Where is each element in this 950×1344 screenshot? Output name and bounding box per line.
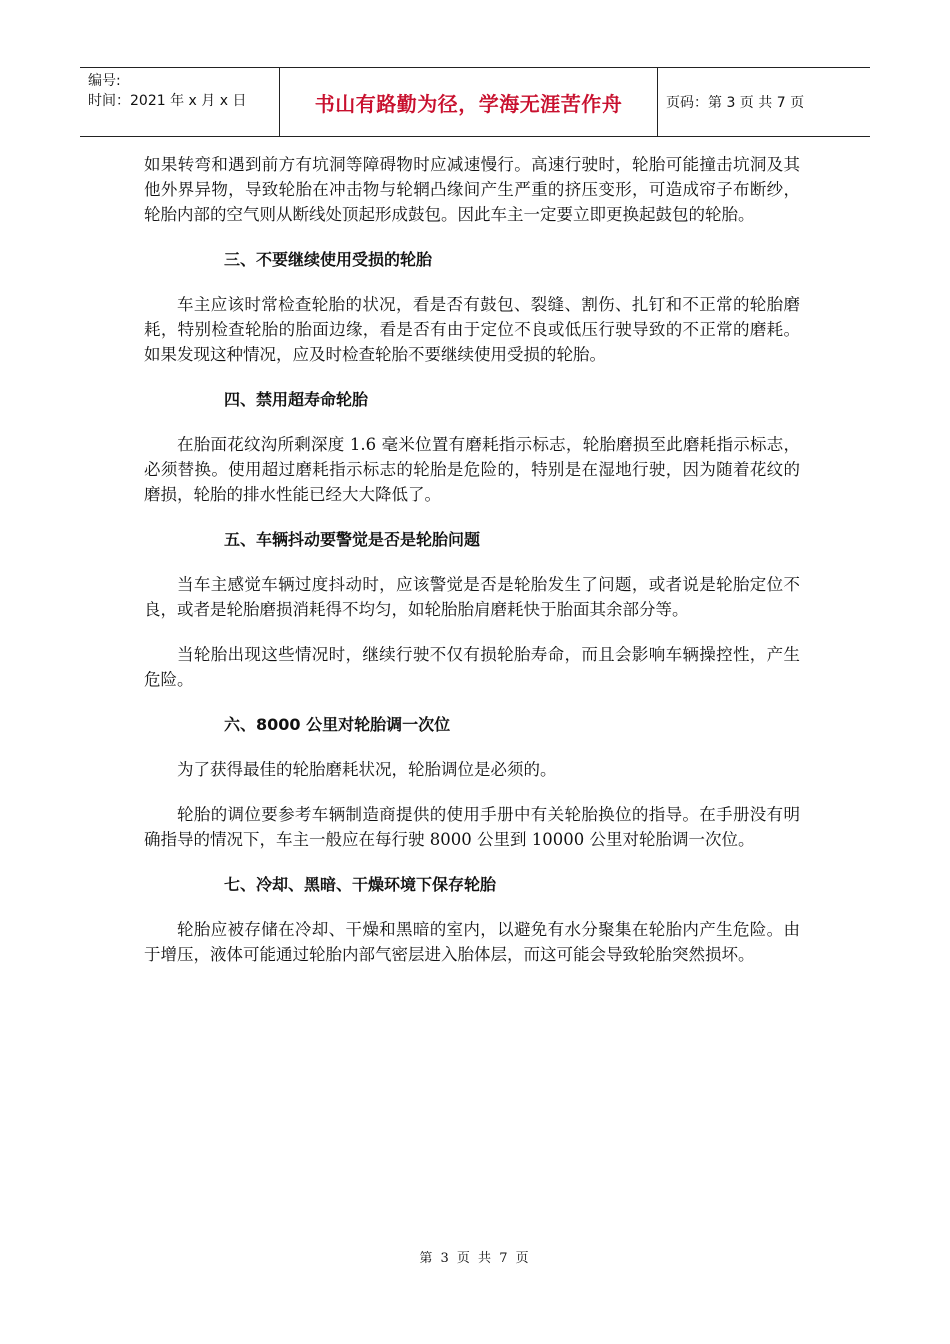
- section-heading: 五、车辆抖动要警觉是否是轮胎问题: [224, 530, 481, 549]
- body-paragraph: 车主应该时常检查轮胎的状况，看是否有鼓包、裂缝、割伤、扎钉和不正常的轮胎磨耗，特别检查轮胎的胎面边缘，看是否有由于定位不良或低压行驶导致的不正常的磨耗。如果发现这种情况，应及时检查轮胎不要继续使用受损的轮胎。: [144, 295, 800, 364]
- header-meta: [80, 68, 280, 136]
- body-paragraph: 轮胎应被存储在冷却、干燥和黑暗的室内，以避免有水分聚集在轮胎内产生危险。由于增压，液体可能通过轮胎内部气密层进入胎体层，而这可能会导致轮胎突然损坏。: [144, 920, 800, 964]
- document-time-label: 时间：2021 年 x 月 x 日: [88, 93, 247, 109]
- body-paragraph: 轮胎的调位要参考车辆制造商提供的使用手册中有关轮胎换位的指导。在手册没有明确指导的情况下，车主一般应在每行驶 8000 公里到 10000 公里对轮胎调一次位。: [144, 805, 800, 849]
- section-heading: 六、8000 公里对轮胎调一次位: [224, 715, 451, 734]
- document-body: [144, 152, 800, 987]
- body-paragraph: 在胎面花纹沟所剩深度 1.6 毫米位置有磨耗指示标志，轮胎磨损至此磨耗指示标志，必须替换。使用超过磨耗指示标志的轮胎是危险的，特别是在湿地行驶，因为随着花纹的磨损，轮胎的排水性能已经大大降低了。: [144, 435, 800, 504]
- page-footer: 第 3 页 共 7 页: [419, 1251, 531, 1266]
- section-heading: 七、冷却、黑暗、干燥环境下保存轮胎: [224, 875, 497, 894]
- body-paragraph: 当车主感觉车辆过度抖动时，应该警觉是否是轮胎发生了问题，或者说是轮胎定位不良，或者是轮胎磨损消耗得不均匀，如轮胎胎肩磨耗快于胎面其余部分等。: [144, 575, 800, 619]
- page-header: [80, 67, 870, 137]
- header-motto: 书山有路勤为径，学海无涯苦作舟: [280, 68, 658, 136]
- body-paragraph: 为了获得最佳的轮胎磨耗状况，轮胎调位是必须的。: [177, 760, 557, 779]
- section-heading: 三、不要继续使用受损的轮胎: [224, 250, 433, 269]
- header-page-info: 页码：第 3 页 共 7 页: [666, 95, 805, 111]
- body-paragraph: 如果转弯和遇到前方有坑洞等障碍物时应减速慢行。高速行驶时，轮胎可能撞击坑洞及其他外界异物，导致轮胎在冲击物与轮辋凸缘间产生严重的挤压变形，可造成帘子布断纱，轮胎内部的空气则从断线处顶起形成鼓包。因此车主一定要立即更换起鼓包的轮胎。: [144, 155, 800, 224]
- document-number-label: 编号:: [88, 73, 121, 89]
- body-paragraph: 当轮胎出现这些情况时，继续行驶不仅有损轮胎寿命，而且会影响车辆操控性，产生危险。: [144, 645, 800, 689]
- section-heading: 四、禁用超寿命轮胎: [224, 390, 369, 409]
